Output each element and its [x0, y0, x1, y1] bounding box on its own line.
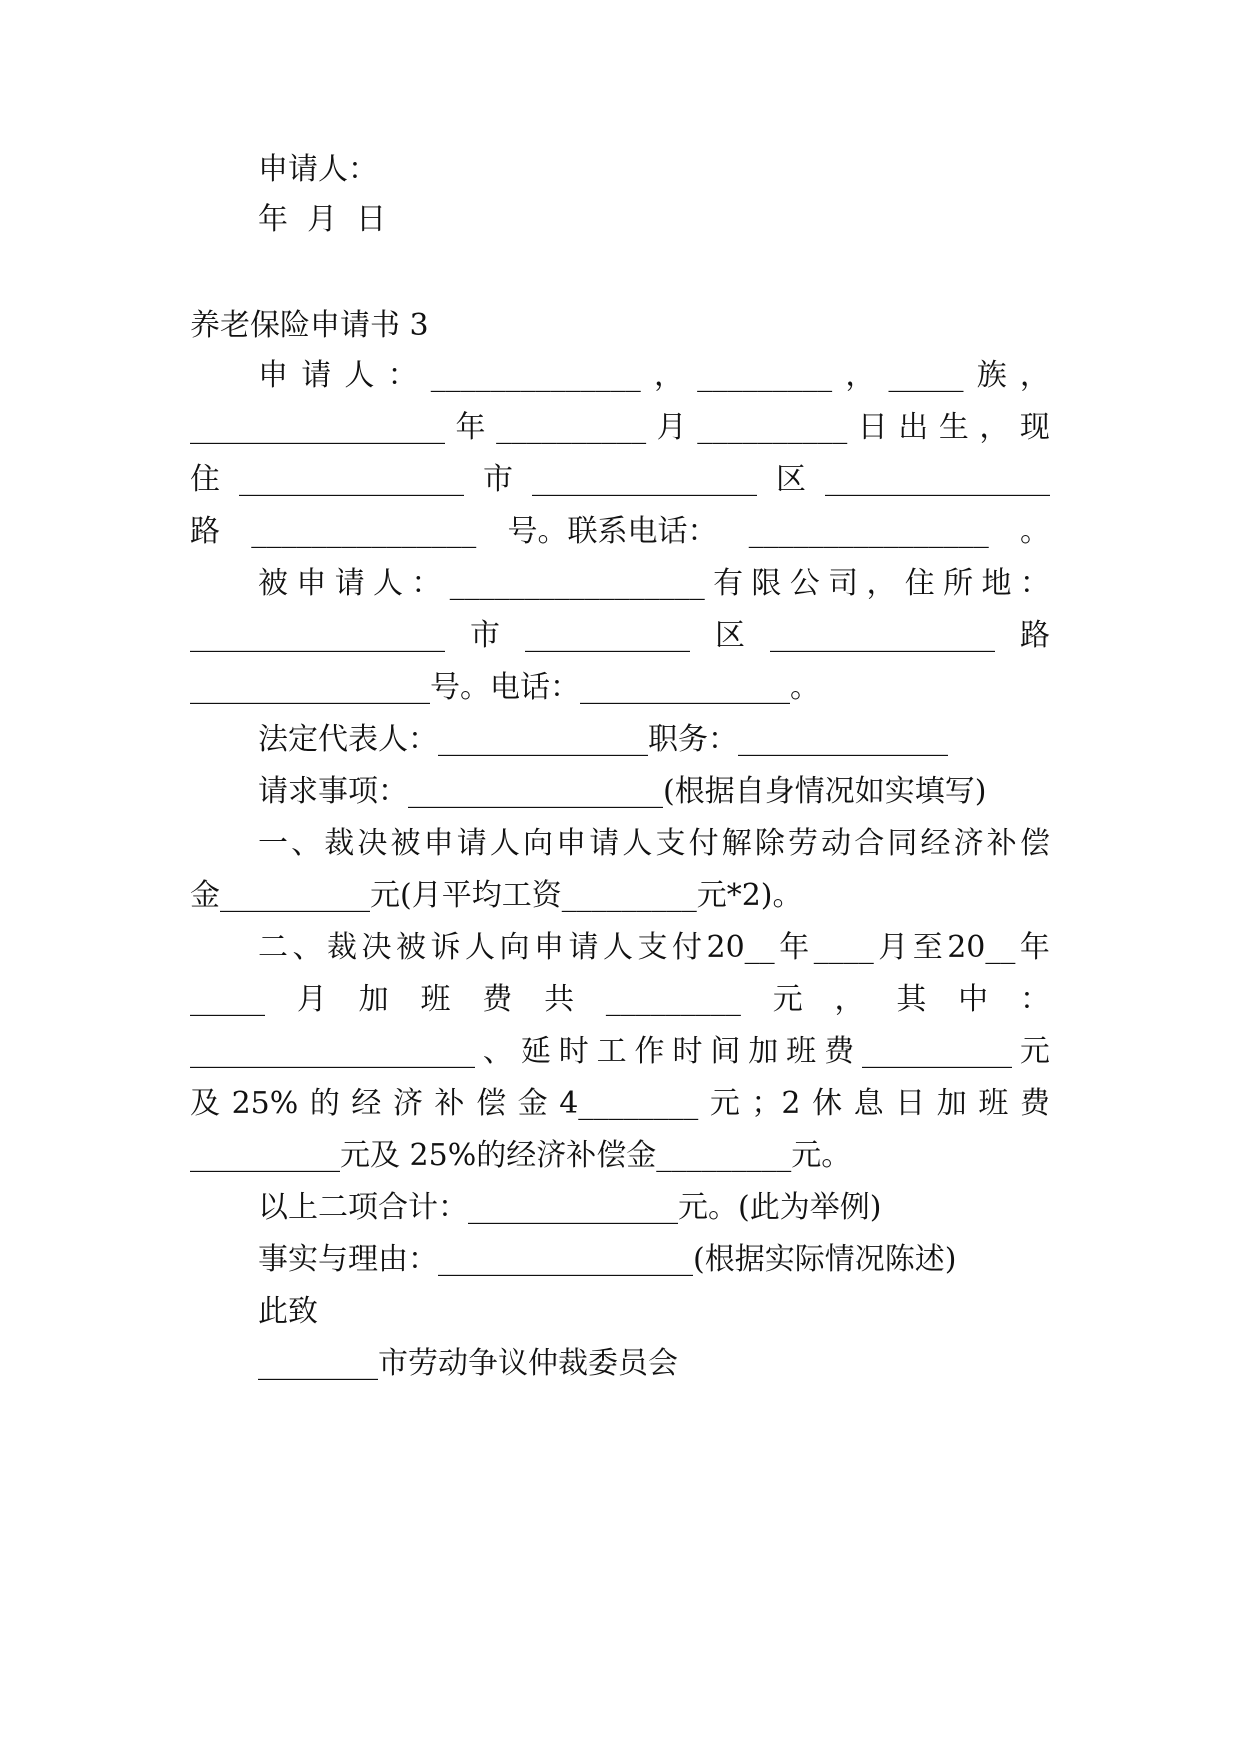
text-token: ，	[653, 358, 684, 393]
text-token: 限	[751, 566, 782, 601]
text-token: 向	[499, 930, 530, 965]
text-token: 中	[958, 982, 989, 1017]
text-token: 住	[904, 566, 935, 601]
text-token: 区	[715, 618, 745, 653]
text-token: 元	[1019, 1034, 1050, 1069]
fill-in-blank: _________	[605, 982, 741, 1017]
paragraph-birthdate	[190, 408, 1050, 448]
fill-in-blank: _____	[190, 982, 265, 1017]
paragraph-respondent-address	[190, 616, 1050, 656]
text-token: 20__	[706, 930, 775, 965]
text-token: 济	[392, 1086, 423, 1121]
paragraph-claim-one	[258, 824, 1050, 864]
text-token: 申	[296, 566, 327, 601]
text-token: 加	[748, 1034, 779, 1069]
text-token: 日	[857, 410, 888, 445]
fill-in-blank: _______________	[825, 462, 1050, 497]
text-token: 现	[1019, 410, 1050, 445]
text-token: 时	[672, 1034, 703, 1069]
text-token: 公	[789, 566, 820, 601]
text-token: 年	[1019, 930, 1050, 965]
fill-in-blank: _______________	[251, 514, 477, 549]
paragraph-respondent	[258, 564, 1050, 604]
text-token: 补	[986, 826, 1017, 861]
text-token: 4________	[559, 1086, 699, 1121]
text-token: 同	[887, 826, 918, 861]
text-token: 加	[936, 1086, 967, 1121]
text-token: 工	[596, 1034, 627, 1069]
text-token: 班	[978, 1086, 1009, 1121]
text-token: 。	[1020, 514, 1050, 549]
paragraph-overtime-total	[190, 980, 1050, 1020]
text-token: ：	[1019, 566, 1050, 601]
text-token: 解	[721, 826, 752, 861]
text-token: 月	[656, 410, 687, 445]
text-token: 决	[357, 826, 388, 861]
text-token: 二	[258, 930, 288, 965]
text-token: 延	[520, 1034, 551, 1069]
text-token: 决	[361, 930, 392, 965]
fill-in-blank: _________	[697, 358, 833, 393]
text-token: 有	[713, 566, 744, 601]
text-token: 费	[824, 1034, 855, 1069]
text-token: 支	[655, 826, 686, 861]
fill-in-blank: _______________	[532, 462, 757, 497]
text-token: 济	[953, 826, 984, 861]
text-token: 付	[672, 930, 702, 965]
fill-in-blank: ___________________	[190, 1034, 475, 1069]
text-token: 人	[489, 826, 520, 861]
text-token: ；2	[751, 1086, 801, 1121]
text-token: 加	[358, 982, 389, 1017]
text-token: 其	[896, 982, 927, 1017]
text-token: 元	[772, 982, 803, 1017]
text-token: 休	[812, 1086, 843, 1121]
text-token: 申	[258, 358, 288, 393]
text-token: 路	[1020, 618, 1050, 653]
text-token: 25%	[231, 1086, 299, 1121]
text-token: 费	[1019, 1086, 1050, 1121]
text-token: 班	[786, 1034, 817, 1069]
fill-in-blank: _________________	[449, 566, 705, 601]
text-token: 人	[465, 930, 495, 965]
text-token: ：	[411, 566, 442, 601]
fill-in-blank: _________________	[190, 618, 445, 653]
text-token: 被	[390, 826, 421, 861]
fill-in-blank: _____	[888, 358, 964, 393]
text-token: 路	[190, 514, 220, 549]
text-token: 出	[898, 410, 929, 445]
signature-applicant-label: 申请人：	[258, 152, 378, 187]
text-token: 裁	[327, 930, 357, 965]
text-token: ：	[1019, 982, 1050, 1017]
text-token: 偿	[476, 1086, 507, 1121]
text-token: 请	[334, 566, 365, 601]
text-token: 市	[470, 618, 500, 653]
text-token: 向	[523, 826, 553, 861]
text-token: 被	[396, 930, 426, 965]
text-token: 月	[296, 982, 327, 1017]
paragraph-road-phone	[190, 512, 1050, 552]
text-token: ，	[1019, 358, 1050, 393]
paragraph-facts-reasons: 事实与理由：_________________(根据实际情况陈述)	[258, 1242, 957, 1277]
text-token: 月	[878, 930, 909, 965]
text-token: 诉	[430, 930, 461, 965]
text-token: 偿	[1019, 826, 1050, 861]
text-token: 元	[709, 1086, 740, 1121]
text-token: 的	[309, 1086, 340, 1121]
text-token: 申	[534, 930, 564, 965]
text-token: ，	[866, 566, 897, 601]
paragraph-claim-two	[258, 928, 1050, 968]
text-token: ，	[845, 358, 876, 393]
text-token: ，	[834, 982, 865, 1017]
paragraph-overtime-extended	[190, 1032, 1050, 1072]
fill-in-blank: __________	[697, 410, 848, 445]
text-token: ：	[387, 358, 418, 393]
fill-in-blank: _________________	[190, 410, 445, 445]
text-token: 被	[258, 566, 288, 601]
text-token: 裁	[324, 826, 355, 861]
text-token: 地	[981, 566, 1012, 601]
text-token: 日	[895, 1086, 926, 1121]
text-token: 住	[190, 462, 220, 497]
text-token: 年	[455, 410, 486, 445]
text-token: 年	[779, 930, 810, 965]
fill-in-blank: ___________	[525, 618, 690, 653]
text-token: 除	[754, 826, 785, 861]
text-token: 支	[637, 930, 668, 965]
text-token: 时	[558, 1034, 589, 1069]
text-token: 族	[976, 358, 1007, 393]
text-token: 经	[920, 826, 951, 861]
text-token: 请	[568, 930, 599, 965]
text-token: 费	[482, 982, 513, 1017]
text-token: 号。联系电话：	[507, 514, 718, 549]
text-token: 劳	[788, 826, 818, 861]
text-token: 司	[828, 566, 859, 601]
paragraph-respondent-phone: ________________号。电话：______________。	[190, 670, 820, 705]
fill-in-blank: _______________	[239, 462, 464, 497]
text-token: 生	[938, 410, 969, 445]
text-token: 及	[190, 1086, 220, 1121]
text-token: 金	[517, 1086, 548, 1121]
paragraph-claim-one-amount: 金__________元(月平均工资_________元*2)。	[190, 878, 803, 913]
text-token: 补	[434, 1086, 465, 1121]
text-token: 人	[344, 358, 375, 393]
text-token: 区	[776, 462, 806, 497]
fill-in-blank: __________	[496, 410, 647, 445]
text-token: 申	[423, 826, 454, 861]
paragraph-address-line	[190, 460, 1050, 500]
signature-date-line: 年 月 日	[258, 202, 387, 237]
fill-in-blank: __________	[861, 1034, 1012, 1069]
text-token: 经	[351, 1086, 382, 1121]
section-title: 养老保险申请书 3	[190, 308, 429, 343]
text-token: 、	[482, 1034, 513, 1069]
text-token: 付	[688, 826, 719, 861]
paragraph-request-items: 请求事项：_________________(根据自身情况如实填写)	[258, 774, 987, 809]
text-token: 作	[634, 1034, 665, 1069]
text-token: 请	[301, 358, 332, 393]
fill-in-blank: ____	[813, 930, 874, 965]
text-token: ，	[979, 410, 1010, 445]
paragraph-addressee: ________市劳动争议仲裁委员会	[258, 1346, 678, 1381]
text-token: 、	[292, 930, 323, 965]
fill-in-blank: ________________	[748, 514, 989, 549]
text-token: 共	[544, 982, 575, 1017]
text-token: 人	[373, 566, 404, 601]
text-token: 请	[456, 826, 487, 861]
paragraph-compensation: __________元及 25%的经济补偿金_________元。	[190, 1138, 852, 1173]
fill-in-blank: ______________	[430, 358, 641, 393]
fill-in-blank: _______________	[770, 618, 995, 653]
text-token: 请	[589, 826, 620, 861]
text-token: 一	[258, 826, 288, 861]
paragraph-legal-representative: 法定代表人：______________职务：______________	[258, 722, 948, 757]
text-token: 合	[854, 826, 885, 861]
paragraph-overtime-rest-day	[190, 1084, 1050, 1124]
paragraph-salutation: 此致	[258, 1294, 318, 1329]
paragraph-applicant	[258, 356, 1050, 396]
text-token: 息	[853, 1086, 884, 1121]
text-token: 班	[420, 982, 451, 1017]
text-token: 间	[710, 1034, 741, 1069]
text-token: 至	[912, 930, 943, 965]
text-token: 申	[556, 826, 587, 861]
text-token: 市	[483, 462, 513, 497]
paragraph-total: 以上二项合计：______________元。(此为举例)	[258, 1190, 882, 1225]
text-token: 、	[291, 826, 322, 861]
text-token: 所	[943, 566, 974, 601]
text-token: 人	[603, 930, 633, 965]
text-token: 动	[821, 826, 852, 861]
text-token: 人	[622, 826, 653, 861]
text-token: 20__	[947, 930, 1016, 965]
